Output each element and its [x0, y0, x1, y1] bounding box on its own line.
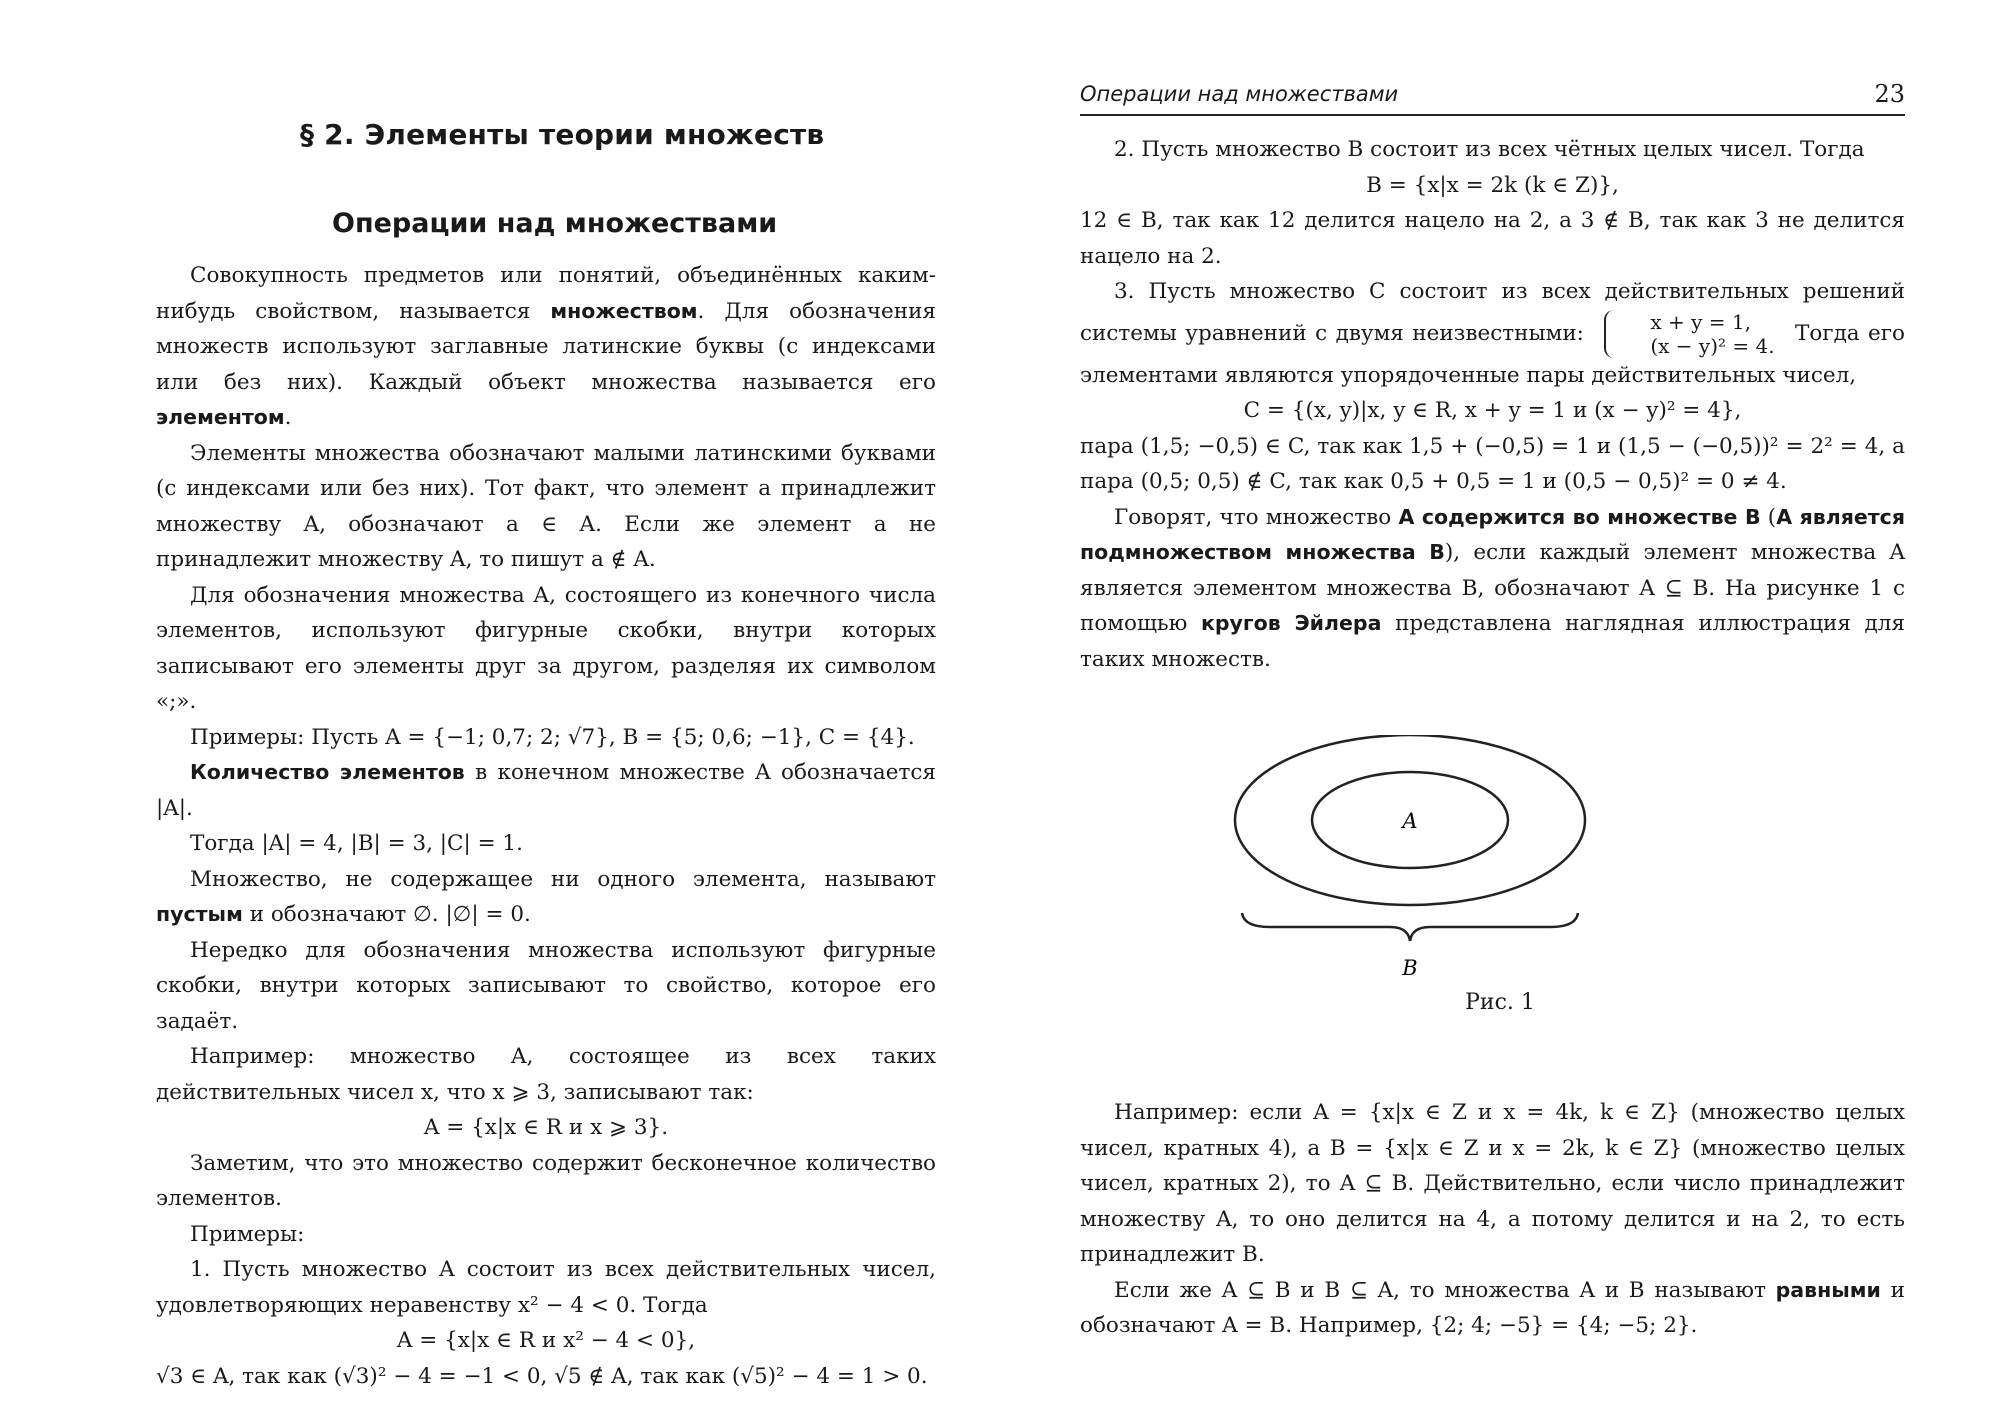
figure-caption: Рис. 1 — [1465, 990, 1535, 1015]
term-cardinality: Количество элементов — [190, 760, 465, 784]
formula-even-set: B = {x|x = 2k (k ∈ Z)}, — [1366, 172, 1619, 198]
formula-solution-set: C = {(x, y)|x, y ∈ R, x + y = 1 и (x − y)² = 4}, — [1243, 398, 1742, 423]
paragraph-braces: Для обозначения множества A, состоящего из конечного числа элементов, используют фигурные скобки, внутри которых записывают его элементы друг за другом, разделяя их символом «;». — [156, 582, 936, 714]
text-run: Тогда его элементами являются упорядоченные пары действительных чисел, — [1080, 320, 1905, 388]
right-page — [1000, 0, 2000, 1424]
text-run: и обозначают A = B. Например, {2; 4; −5} = {4; −5; 2}. — [1080, 1277, 1905, 1338]
text-run: Множество, не содержащее ни одного элемента, называют — [190, 866, 936, 892]
paragraph-example-2-check: 12 ∈ B, так как 12 делится нацело на 2, а 3 ∉ B, так как 3 не делится нацело на 2. — [1080, 208, 1905, 269]
paragraph-equal-sets — [1080, 1273, 1905, 1344]
paragraph-empty-set — [156, 862, 936, 933]
set-a-label: A — [1402, 809, 1418, 833]
text-run: Говорят, что множество — [1114, 504, 1399, 530]
paragraph-cardinality — [156, 755, 936, 826]
paragraph-membership: Элементы множества обозначают малыми латинскими буквами (с индексами или без них). Тот факт, что элемент a принадлежит множеству A, обозначают a ∈ A. Если же элемент a не принадлежит множеству A, то пишут a ∉ A. — [156, 440, 936, 572]
equation-2: (x − y)² = 4. — [1650, 333, 1775, 358]
paragraph-example-property: Например: множество A, состоящее из всех таких действительных чисел x, что x ⩾ 3, записывают так: — [156, 1044, 936, 1105]
equation-system — [1604, 310, 1774, 358]
right-lower-column — [1080, 1095, 1905, 1344]
paragraph-infinite-note: Заметим, что это множество содержит бесконечное количество элементов. — [156, 1150, 936, 1211]
paragraph-subset-definition — [1080, 500, 1905, 678]
section-title: § 2. Элементы теории множеств — [300, 118, 825, 151]
paragraph-property-braces: Нередко для обозначения множества используют фигурные скобки, внутри которых записывают то свойство, которое его задаёт. — [156, 937, 936, 1034]
paragraph-definition-set — [156, 258, 936, 436]
paragraph-cardinality-values: Тогда |A| = 4, |B| = 3, |C| = 1. — [190, 831, 523, 856]
paragraph-subset-example: Например: если A = {x|x ∈ Z и x = 4k, k ∈ Z} (множество целых чисел, кратных 4), а B = {x|x ∈ Z и x = 2k, k ∈ Z} (множество целых чисел, кратных 2), то A ⊆ B. Действительно, если число принадлежит множеству A, то оно делится на 4, а потому делится и на 2, то есть принадлежит B. — [1080, 1100, 1905, 1267]
left-text-column — [156, 258, 936, 1394]
text-run: Совокупность предметов или понятий, объединённых каким-нибудь свойством, называется — [156, 263, 936, 324]
paragraph-pairs-check: пара (1,5; −0,5) ∈ C, так как 1,5 + (−0,5) = 1 и (1,5 − (−0,5))² = 2² = 4, а пара (0,5; 0,5) ∉ C, так как 0,5 + 0,5 = 1 и (0,5 − 0,5)² = 0 ≠ 4. — [1080, 433, 1905, 494]
text-run: ), если каждый элемент множества A является элементом множества B, обозначают A ⊆ B. На рисунке 1 с помощью — [1080, 540, 1905, 636]
text-run: Если же A ⊆ B и B ⊆ A, то множества A и B называют — [1114, 1277, 1776, 1303]
equation-1: x + y = 1, — [1650, 309, 1751, 334]
term-empty: пустым — [156, 902, 243, 926]
term-contained: A содержится во множестве B — [1398, 504, 1761, 529]
term-subset: A является подмножеством множества B — [1080, 504, 1905, 564]
paragraph-example-3 — [1080, 274, 1905, 393]
paragraph-examples-finite: Примеры: Пусть A = {−1; 0,7; 2; √7}, B = {5; 0,6; −1}, C = {4}. — [190, 724, 915, 750]
right-text-column — [1080, 132, 1905, 677]
set-b-label: B — [1402, 956, 1418, 980]
paragraph-example-1: 1. Пусть множество A состоит из всех действительных чисел, удовлетворяющих неравенству x² − 4 < 0. Тогда — [156, 1257, 936, 1318]
term-set: множеством — [550, 298, 698, 323]
term-element: элементом — [156, 405, 285, 429]
term-equal: равными — [1775, 1277, 1881, 1302]
text-run: . — [284, 405, 292, 430]
term-euler-circles: кругов Эйлера — [1200, 611, 1382, 635]
running-header — [1080, 80, 1905, 116]
text-run: представлена наглядная иллюстрация для таких множеств. — [1080, 611, 1905, 672]
formula-set-x-ge-3: A = {x|x ∈ R и x ⩾ 3}. — [423, 1115, 669, 1140]
paragraph-example-1-check: √3 ∈ A, так как (√3)² − 4 = −1 < 0, √5 ∉ A, так как (√5)² − 4 = 1 > 0. — [156, 1363, 928, 1389]
page-number: 23 — [1874, 80, 1905, 108]
text-run: ( — [1760, 504, 1777, 530]
text-run: и обозначают ∅. |∅| = 0. — [242, 902, 531, 927]
running-head-title: Операции над множествами — [1080, 82, 1399, 106]
text-run: . Для обозначения множеств используют заглавные латинские буквы (с индексами или без них). Каждый объект множества называется его — [156, 298, 936, 395]
formula-inequality-set: A = {x|x ∈ R и x² − 4 < 0}, — [396, 1328, 696, 1353]
text-run: в конечном множестве A обозначается |A|. — [156, 760, 936, 821]
paragraph-examples-label: Примеры: — [190, 1221, 305, 1247]
text-run: 3. Пусть множество C состоит из всех действительных решений системы уравнений с двумя неизвестными: — [1080, 279, 1905, 346]
subsection-title: Операции над множествами — [332, 208, 778, 239]
paragraph-example-2: 2. Пусть множество B состоит из всех чётных целых чисел. Тогда — [1114, 137, 1865, 162]
brace-under — [1242, 913, 1578, 941]
